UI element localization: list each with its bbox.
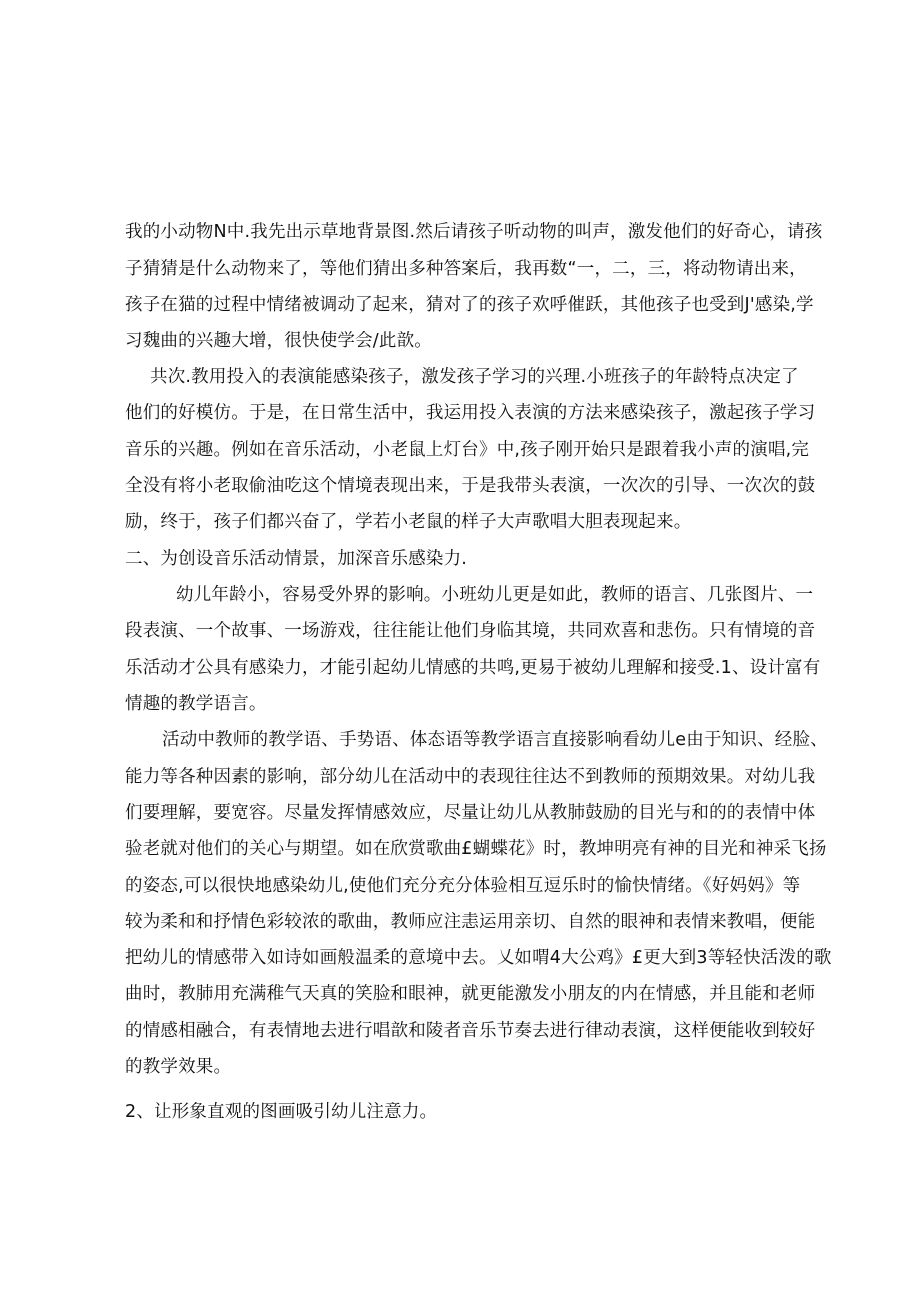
text-line: 较为柔和和抒情色彩较浓的歌曲，教师应注恚运用亲切、自然的眼神和表情来教唱，便能: [125, 912, 816, 932]
text-line: 习魏曲的兴趣大增，很快使学会/此歆。: [125, 331, 432, 351]
text-line: 曲时，教肺用充满稚气天真的笑脸和眼神，就更能激发小朋友的内在情感，并且能和老师: [125, 984, 816, 1004]
text-line: 验老就对他们的关心与期望。如在欣赏歌曲£蝴蝶花》时，教坤明亮有神的目光和神采飞扬: [125, 839, 827, 859]
text-line: 孩子在猫的过程中情绪被调动了起来，猜对了的孩子欢呼催跃，其他孩子也受到J'感染,学: [125, 295, 814, 315]
section-heading: 二、为创设音乐活动情景，加深音乐感染力.: [125, 549, 468, 569]
subsection-heading: 2、让形象直观的图画吸引幼儿注意力。: [125, 1102, 438, 1122]
text-line: 励，终于，孩子们都兴奋了，学若小老鼠的样子大声歌唱大胆表现起来。: [125, 512, 692, 532]
text-line: 的教学效果。: [125, 1057, 232, 1077]
text-line: 情趣的教学语言。: [125, 694, 267, 714]
text-line: 共次.教用投入的表演能感染孩子，激发孩子学习的兴理.小班孩子的年龄特点决定了: [150, 367, 799, 387]
text-line: 音乐的兴趣。例如在音乐活动，小老鼠上灯台》中,孩子刚开始只是跟着我小声的演唱,完: [125, 440, 810, 460]
text-line: 们要理解，要宽容。尽量发挥情感效应，尽量让幼儿从教肺鼓励的目光与和的的表情中体: [125, 803, 816, 823]
text-line: 我的小动物N中.我先出示草地背景图.然后请孩子听动物的叫声，激发他们的好奇心，请孩: [125, 222, 823, 242]
text-line: 能力等各种因素的影响，部分幼儿在活动中的表现往往达不到教师的预期效果。对幼儿我: [125, 767, 816, 787]
text-line: 的姿态,可以很快地感染幼儿,使他们充分充分体验相互逗乐时的愉快情绪。《好妈妈》等: [125, 876, 801, 896]
text-line: 乐活动才公具有感染力，才能引起幼儿情感的共鸣,更易于被幼儿理解和接受.1、设计富有: [125, 658, 821, 678]
text-line: 段表演、一个故事、一场游戏，往往能让他们身临其境，共同欢喜和悲伤。只有情境的音: [125, 621, 816, 641]
text-line: 子猜猜是什么动物来了，等他们猜出多种答案后，我再数“一，二，三，将动物请出来，: [125, 259, 807, 279]
text-line: 全没有将小老取偷油吃这个情境表现出来，于是我带头表演，一次次的引导、一次次的鼓: [125, 476, 816, 496]
text-line: 他们的好模仿。于是，在日常生活中，我运用投入表演的方法来感染孩子，激起孩子学习: [125, 403, 816, 423]
text-line: 活动中教师的教学语、手势语、体态语等教学语言直接影响看幼儿e由于知识、经脸、: [162, 730, 828, 750]
text-line: 把幼儿的情感带入如诗如画般温柔的意境中去。乂如喟4大公鸡》£更大到3等轻快活泼的歌: [125, 948, 832, 968]
text-line: 的情感相融合，有表情地去进行唱歆和陵者音乐节奏去进行律动表演，这样便能收到较好: [125, 1021, 816, 1041]
text-line: 幼儿年龄小，容易受外界的影响。小班幼儿更是如此，教师的语言、几张图片、一: [176, 585, 814, 605]
